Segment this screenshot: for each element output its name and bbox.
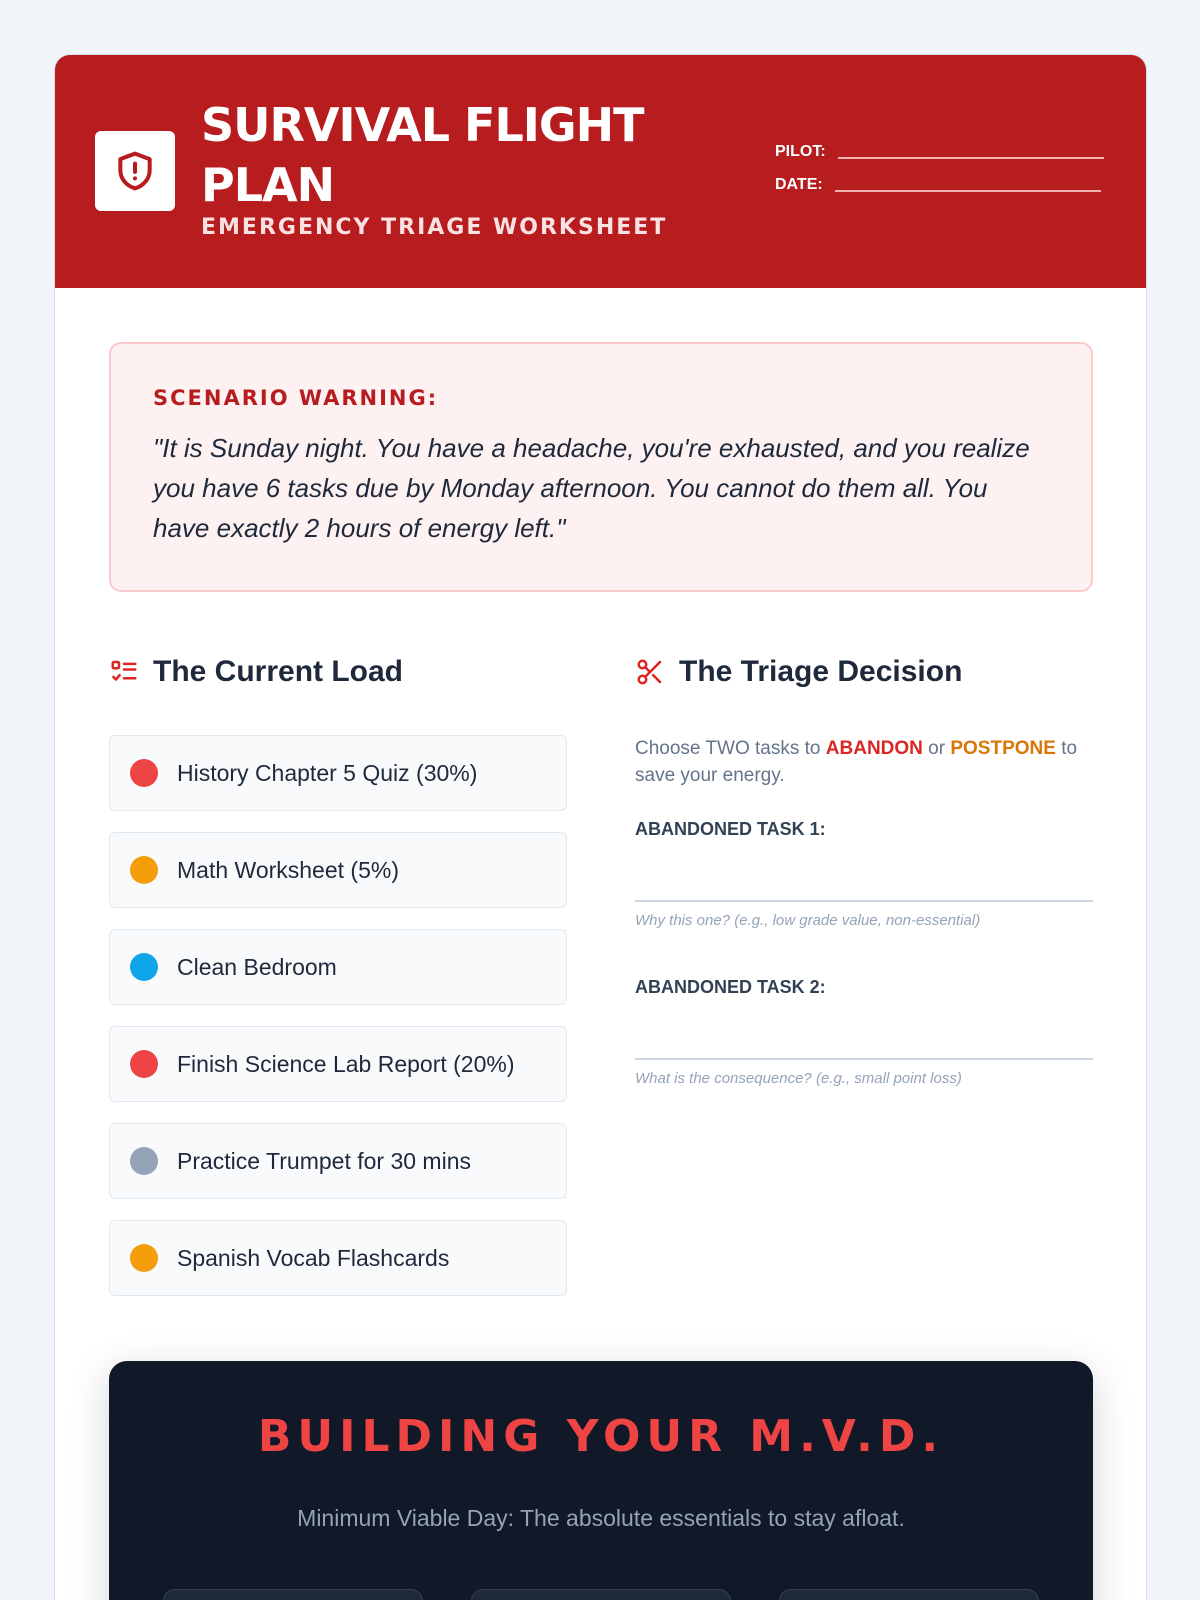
- date-field: [775, 176, 1101, 194]
- task-item[interactable]: [109, 1026, 567, 1102]
- mvd-panel: [109, 1361, 1093, 1600]
- task-label: Practice Trumpet for 30 mins: [177, 1147, 471, 1174]
- triage-title: The Triage Decision: [679, 655, 963, 688]
- pilot-field: [775, 143, 1104, 161]
- shield-alert-icon: [113, 149, 157, 193]
- task-item[interactable]: [109, 832, 567, 908]
- mvd-subtitle: Minimum Viable Day: The absolute essentials to stay afloat.: [297, 1505, 905, 1531]
- task-label: Math Worksheet (5%): [177, 856, 399, 883]
- list-check-icon: [109, 657, 139, 687]
- date-label: DATE:: [775, 176, 823, 193]
- scenario-warning: [109, 342, 1093, 592]
- warning-text: "It is Sunday night. You have a headache, you're exhausted, and you realize you have 6 tasks due by Monday afternoon. You cannot do them all. You have exactly 2 hours of energy left.": [153, 433, 1030, 543]
- page-title: SURVIVAL FLIGHT PLAN: [201, 98, 644, 212]
- logo-badge: [95, 131, 175, 211]
- header-banner: [55, 55, 1147, 288]
- warning-label: SCENARIO WARNING:: [153, 386, 439, 410]
- priority-dot: [130, 953, 158, 981]
- instructions-prefix: Choose TWO tasks to: [635, 738, 826, 759]
- task-item[interactable]: [109, 1123, 567, 1199]
- abandoned-task-1-label: ABANDONED TASK 1:: [635, 819, 826, 839]
- mvd-slot-3[interactable]: [779, 1589, 1039, 1600]
- abandoned-task-2-label: ABANDONED TASK 2:: [635, 977, 826, 997]
- instructions-or: or: [922, 738, 951, 759]
- abandoned-task-1-hint: Why this one? (e.g., low grade value, non-essential): [635, 912, 981, 929]
- abandoned-task-1-input[interactable]: [635, 900, 1093, 902]
- worksheet: [54, 54, 1147, 1600]
- priority-dot: [130, 1050, 158, 1078]
- task-item[interactable]: [109, 929, 567, 1005]
- abandoned-task-2-input[interactable]: [635, 1058, 1093, 1060]
- scissors-icon: [635, 657, 665, 687]
- date-input-line[interactable]: [835, 190, 1101, 192]
- task-item[interactable]: [109, 1220, 567, 1296]
- triage-instructions: [635, 735, 1105, 789]
- task-label: Spanish Vocab Flashcards: [177, 1244, 450, 1271]
- priority-dot: [130, 1244, 158, 1272]
- triage-heading: [635, 655, 962, 689]
- task-label: History Chapter 5 Quiz (30%): [177, 759, 478, 786]
- priority-dot: [130, 856, 158, 884]
- abandoned-task-2-hint: What is the consequence? (e.g., small point loss): [635, 1070, 962, 1087]
- instructions-suffix: to save your energy.: [635, 738, 1078, 786]
- postpone-keyword: POSTPONE: [950, 738, 1056, 759]
- priority-dot: [130, 1147, 158, 1175]
- task-item[interactable]: [109, 735, 567, 811]
- task-label: Clean Bedroom: [177, 953, 337, 980]
- priority-dot: [130, 759, 158, 787]
- current-load-heading: [109, 655, 403, 689]
- mvd-slot-1[interactable]: [163, 1589, 423, 1600]
- mvd-slot-2[interactable]: [471, 1589, 731, 1600]
- pilot-label: PILOT:: [775, 143, 826, 160]
- current-load-title: The Current Load: [153, 655, 404, 688]
- abandon-keyword: ABANDON: [825, 738, 923, 759]
- task-label: Finish Science Lab Report (20%): [177, 1050, 515, 1077]
- pilot-input-line[interactable]: [838, 157, 1104, 159]
- page-subtitle: EMERGENCY TRIAGE WORKSHEET: [201, 215, 668, 240]
- mvd-title: BUILDING YOUR M.V.D.: [257, 1411, 945, 1462]
